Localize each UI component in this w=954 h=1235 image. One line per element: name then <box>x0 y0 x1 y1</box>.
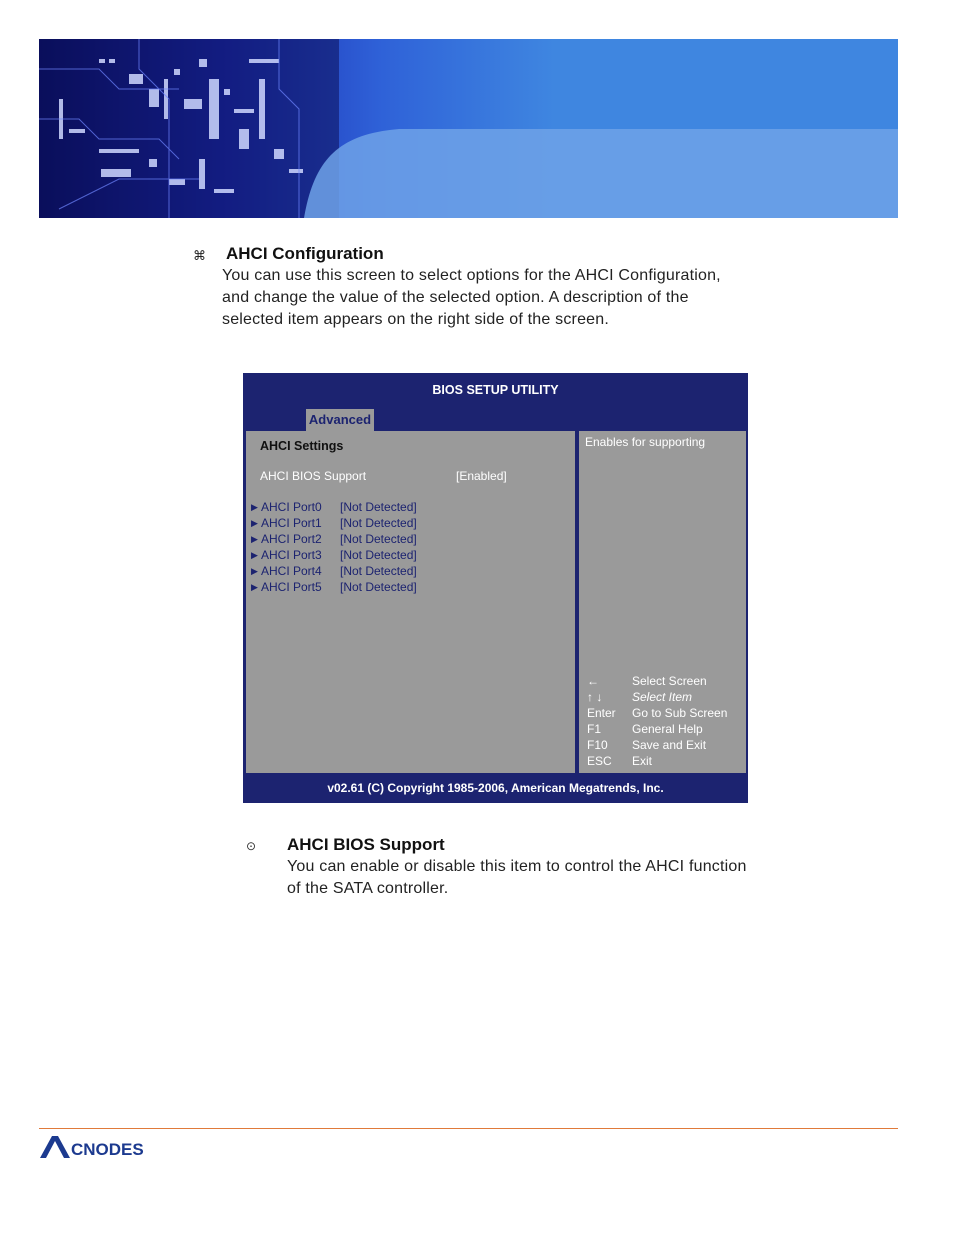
port-status: [Not Detected] <box>340 500 417 514</box>
bios-help-panel <box>579 431 746 773</box>
bios-screenshot <box>243 373 748 803</box>
ahci-bios-support-value[interactable]: [Enabled] <box>456 469 507 483</box>
subsection-description: You can enable or disable this item to control the AHCI function of the SATA controller. <box>287 858 747 897</box>
port-name: AHCI Port2 <box>261 532 322 546</box>
key-legend <box>587 673 747 769</box>
key-description: Go to Sub Screen <box>632 706 728 720</box>
key-legend-row <box>587 689 747 705</box>
bios-panel-heading: AHCI Settings <box>260 439 344 453</box>
port-name: AHCI Port5 <box>261 580 322 594</box>
tab-advanced[interactable]: Advanced <box>306 409 374 431</box>
key-name: ESC <box>587 754 612 768</box>
port-name: AHCI Port1 <box>261 516 322 530</box>
port-status: [Not Detected] <box>340 564 417 578</box>
key-legend-row <box>587 737 747 753</box>
section-description: You can use this screen to select options for the AHCI Configuration, and change the value of the selected option. A description of the selected item appears on the right side of the screen. <box>222 267 721 328</box>
bios-settings-panel <box>246 431 575 773</box>
ahci-port-list <box>251 499 451 595</box>
ahci-port-item[interactable] <box>251 547 451 563</box>
circuit-board-image <box>39 39 898 218</box>
key-description: General Help <box>632 722 703 736</box>
key-description: Select Screen <box>632 674 707 688</box>
key-description: Exit <box>632 754 653 768</box>
subsection-title: AHCI BIOS Support <box>287 835 445 854</box>
key-legend-row <box>587 705 747 721</box>
section-bullet-icon: ⌘ <box>193 248 206 263</box>
key-description: Save and Exit <box>632 738 707 752</box>
header-banner <box>39 39 898 218</box>
help-text: Enables for supporting <box>585 435 706 449</box>
port-status: [Not Detected] <box>340 548 417 562</box>
ahci-bios-support-label[interactable]: AHCI BIOS Support <box>260 469 367 483</box>
key-name: F10 <box>587 738 608 752</box>
bios-title: BIOS SETUP UTILITY <box>432 383 559 397</box>
port-status: [Not Detected] <box>340 532 417 546</box>
submenu-arrow-icon: ▶ <box>251 534 258 544</box>
submenu-arrow-icon: ▶ <box>251 502 258 512</box>
submenu-arrow-icon: ▶ <box>251 566 258 576</box>
port-status: [Not Detected] <box>340 580 417 594</box>
key-name: ← <box>587 674 599 688</box>
submenu-arrow-icon: ▶ <box>251 582 258 592</box>
port-name: AHCI Port4 <box>261 564 322 578</box>
bios-copyright: v02.61 (C) Copyright 1985-2006, American Megatrends, Inc. <box>327 781 664 795</box>
submenu-arrow-icon: ▶ <box>251 518 258 528</box>
port-name: AHCI Port0 <box>261 500 322 514</box>
footer-rule <box>39 1128 898 1129</box>
ahci-port-item[interactable] <box>251 563 451 579</box>
ahci-port-item[interactable] <box>251 579 451 595</box>
port-name: AHCI Port3 <box>261 548 322 562</box>
ahci-port-item[interactable] <box>251 531 451 547</box>
key-legend-row <box>587 721 747 737</box>
key-name: ↑ ↓ <box>587 690 603 704</box>
logo-text: CNODES <box>71 1140 144 1159</box>
acnodes-logo <box>38 1134 198 1160</box>
key-name: Enter <box>587 706 616 720</box>
ahci-port-item[interactable] <box>251 499 451 515</box>
key-name: F1 <box>587 722 602 736</box>
subsection-bullet-icon: ⊙ <box>246 839 257 853</box>
submenu-arrow-icon: ▶ <box>251 550 258 560</box>
port-status: [Not Detected] <box>340 516 417 530</box>
ahci-port-item[interactable] <box>251 515 451 531</box>
key-legend-row <box>587 753 747 769</box>
section-title: AHCI Configuration <box>226 244 384 263</box>
key-legend-row <box>587 673 747 689</box>
key-description: Select Item <box>632 690 693 704</box>
